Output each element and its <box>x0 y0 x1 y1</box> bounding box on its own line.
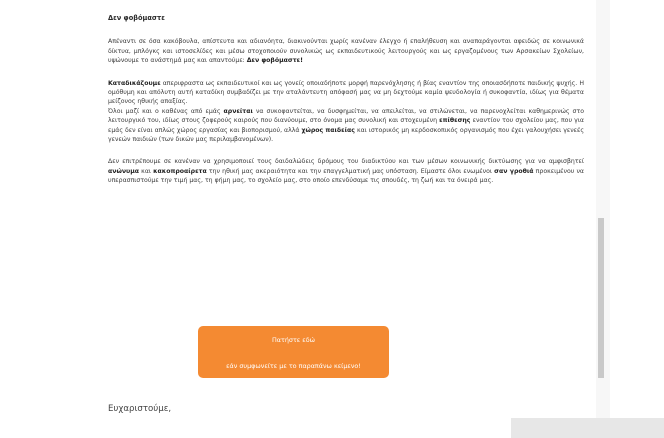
body-text: εναντίον του σχολείου μας, που για εμάς δεν είναι απλώς χώρος εργασίας και βιοπορισμού, αλλά <box>108 117 585 134</box>
body-text: Όλοι μαζί και ο καθένας από εμάς <box>108 107 224 115</box>
letter-content <box>108 14 584 199</box>
side-panel <box>610 0 664 418</box>
body-text: να συκοφαντείται, να δυσφημείται, να απειλείται, να στιλώνεται, να παρενοχλείται καθημερινώς στο λειτουργικό του, ιδίως στους ζοφερούς καιρούς που διανύουμε, στο όνομα μας συνολική και στοχευμένη <box>108 107 584 125</box>
body-text: προκειμένου να υπερασπιστούμε την τιμή μας, τη φήμη μας, το σχολείο μας, στο οποίο επενδύσαμε τις σπουδές, τη ζωή και τα όνειρά μας. <box>108 167 584 185</box>
emphasis-text: Δεν φοβόμαστε! <box>246 57 303 65</box>
emphasis-text: επίθεσης <box>439 117 471 125</box>
emphasis-text: Καταδικάζουμε <box>108 79 161 87</box>
agree-button-line1: Πατήστε εδώ <box>271 336 315 344</box>
body-text: και ιστορικός μη κερδοσκοπικός οργανισμός που έχει γαλουχήσει γενεές γενεών παιδιών (των δικών μας περιλαμβανομένων). <box>108 126 584 144</box>
emphasis-text: κακοπροαίρετα <box>153 167 207 175</box>
signoff: Ευχαριστούμε, <box>108 404 172 414</box>
emphasis-text: χώρος παιδείας <box>301 126 355 134</box>
emphasis-text: σαν γροθιά <box>494 167 534 175</box>
emphasis-text: αρνείται <box>223 107 253 115</box>
scrollbar-thumb[interactable] <box>598 218 604 378</box>
body-text: Απέναντι σε όσα κακόβουλα, απίστευτα και αδιανόητα, διακινούνται χωρίς κανέναν έλεγχο ή επαλήθευση και αναπαράγονται αφειδώς σε κοινωνικά δίκτυα, μπλόγκς και ιστοσελίδες και μέσω στοχοποιούν συνολικώς ως εκπαιδευτικούς λειτουργούς και ως εργαζομένους των Αρσακείων Σχολείων, υψώνουμε το ανάστημά μας και απαντούμε: <box>108 38 584 65</box>
body-text: απεριφραστα ως εκπαιδευτικοί και ως γονείς οποιαδήποτε μορφή παρενόχλησης ή βίας εναντίον της οποιασδήποτε παιδικής ψυχής. Η ομόθυμη και απόλυτη αυτή καταδίκη συμβαδίζει με την αταλάντευτη απόφασή μας να μη δεχτούμε καμία ψευδολογία ή συκοφαντία, ιδίως για θέματα μείζονος ηθικής απαξίας. <box>108 79 584 106</box>
body-text: Δεν επιτρέπουμε σε κανέναν να χρησιμοποιεί τους δαιδαλώδεις δρόμους του διαδικτύου και των μέσων κοινωνικής δικτύωσης για να αμφισβητεί <box>108 158 584 166</box>
body-text: και <box>139 167 154 175</box>
paragraph-1 <box>108 37 584 65</box>
emphasis-text: ανώνυμα <box>108 167 140 175</box>
agree-button-line2: εάν συμφωνείτε με το παραπάνω κείμενο! <box>226 362 361 370</box>
letter-heading: Δεν φοβόμαστε <box>108 14 165 22</box>
body-text: την ηθική μας ακεραιότητα και την επαγγελματική μας υπόσταση. Είμαστε όλοι ενωμένοι <box>206 167 495 175</box>
paragraph-4 <box>108 157 584 185</box>
paragraph-2 <box>108 79 584 107</box>
agree-button[interactable] <box>198 326 389 378</box>
footer-box <box>511 418 664 438</box>
paragraph-3 <box>108 107 584 145</box>
